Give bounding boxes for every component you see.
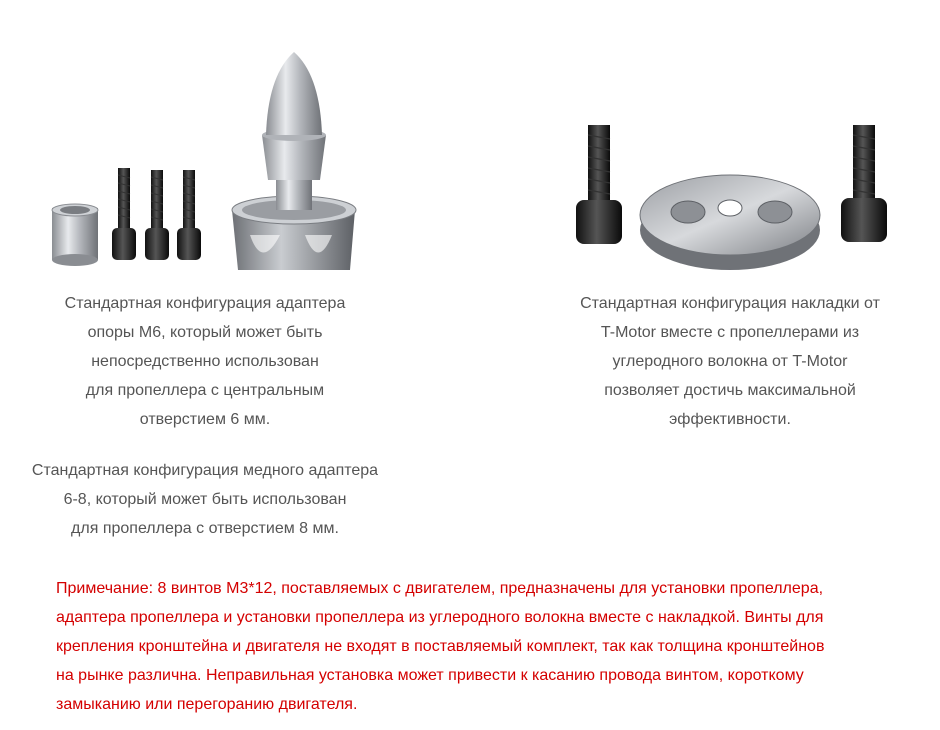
warning-note [56, 574, 916, 719]
caption-copper-adapter [5, 456, 405, 543]
caption-line: углеродного волокна от T-Motor [612, 353, 848, 370]
hex-screw [112, 168, 136, 260]
note-line: крепления кронштейна и двигателя не входят в поставляемый комплект, так как толщина кронштейнов [56, 638, 825, 655]
note-line: замыканию или перегоранию двигателя. [56, 696, 358, 713]
caption-line: непосредственно использован [91, 353, 319, 370]
note-line: адаптера пропеллера и установки пропеллера из углеродного волокна вместе с накладкой. Винты для [56, 609, 824, 626]
prop-adapter [232, 52, 356, 270]
caption-line: Стандартная конфигурация медного адаптера [31, 462, 379, 479]
caption-line: T-Motor вместе с пропеллерами из [600, 324, 860, 341]
caption-line: эффективности. [669, 411, 791, 428]
adapter-photo [0, 20, 400, 280]
caption-line: для пропеллера с отверстием 8 мм. [71, 520, 339, 537]
caption-plate [520, 289, 940, 434]
hex-screw [841, 125, 887, 242]
mounting-plate [640, 175, 820, 270]
caption-m6-adapter [20, 289, 390, 434]
note-line: на рынке различна. Неправильная установка может привести к касанию провода винтом, короткому [56, 667, 804, 684]
hex-screw [576, 125, 622, 244]
caption-line: опоры M6, который может быть [87, 324, 323, 341]
collar-ring [52, 204, 98, 266]
caption-line: для пропеллера с центральным [85, 382, 325, 399]
caption-line: Стандартная конфигурация адаптера [64, 295, 346, 312]
caption-line: Стандартная конфигурация накладки от [580, 295, 880, 312]
caption-line: позволяет достичь максимальной [604, 382, 856, 399]
plate-photo [520, 80, 920, 270]
caption-line: отверстием 6 мм. [139, 411, 271, 428]
note-line: Примечание: 8 винтов M3*12, поставляемых с двигателем, предназначены для установки пропеллера, [56, 580, 824, 597]
caption-line: 6-8, который может быть использован [63, 491, 347, 508]
hex-screw [145, 170, 169, 260]
hex-screw [177, 170, 201, 260]
